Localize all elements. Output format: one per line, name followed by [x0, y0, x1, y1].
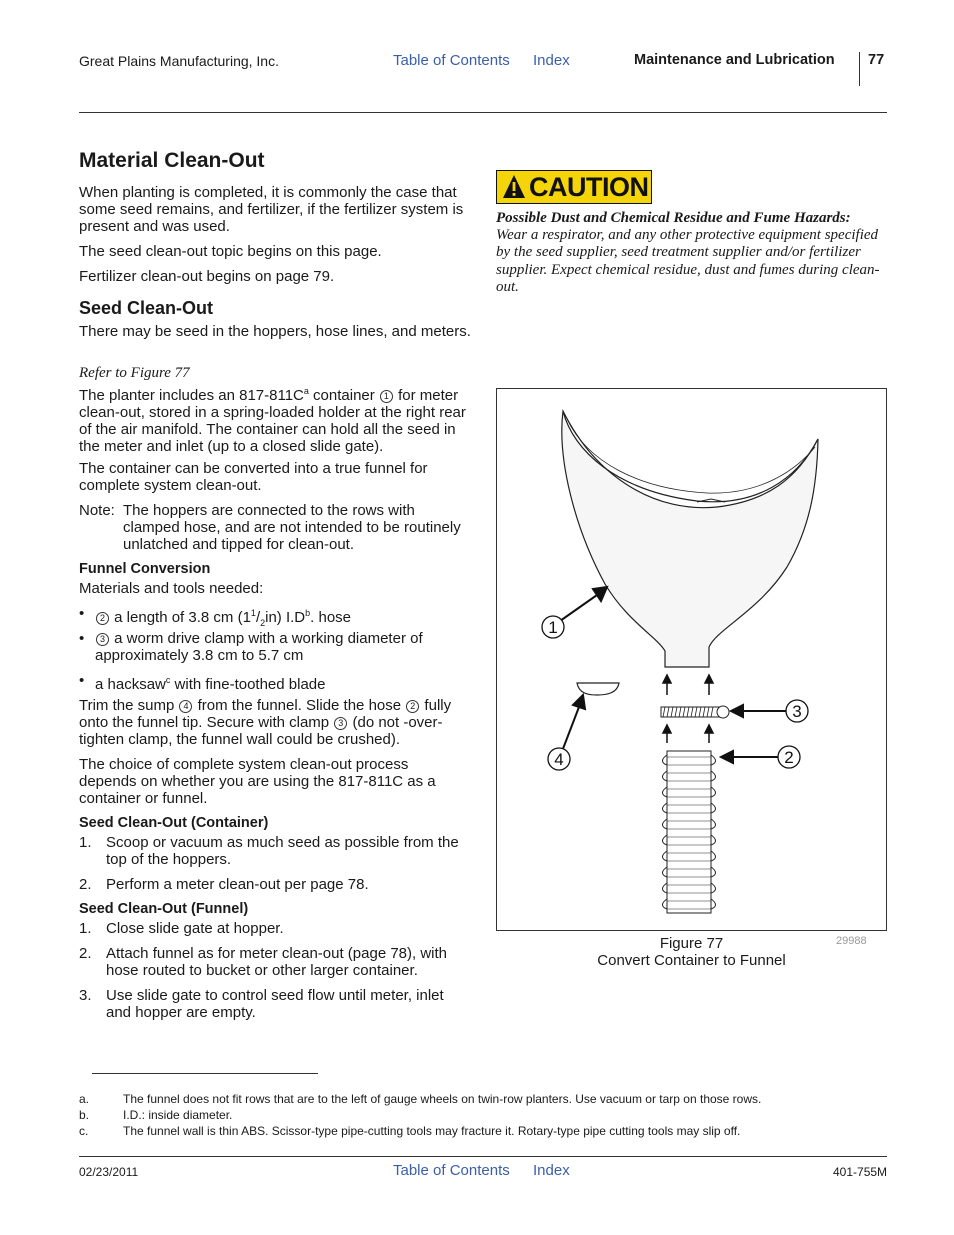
footer-index-link[interactable]: Index — [533, 1162, 570, 1179]
page-number: 77 — [868, 52, 885, 68]
callout-2: 2 — [784, 748, 794, 767]
worm-clamp — [661, 706, 729, 718]
footnote-b: I.D.: inside diameter. — [123, 1108, 233, 1122]
step-number: 3. — [79, 987, 92, 1004]
planter-paragraph: The planter includes an $817-811C^a$ container 1 for meter clean-out, stored in a spring-loaded holder at the right rear of the air manifold. The container can hold all the seed in the meter and inlet (up to a closed slide gate). — [79, 386, 466, 455]
footnote-c-mark: c. — [79, 1124, 89, 1138]
seed-funnel-heading: Seed Clean-Out (Funnel) — [79, 901, 249, 917]
funnel-step-3: Use slide gate to control seed flow until meter, inlet and hopper are empty. — [106, 987, 444, 1021]
step-number: 1. — [79, 920, 92, 937]
footnote-c: The funnel wall is thin ABS. Scissor-type pipe-cutting tools may fracture it. Rotary-type pipe cutting tools may slip off. — [123, 1124, 741, 1138]
footnote-a-mark: a. — [79, 1092, 90, 1106]
footer-date: 02/23/2011 — [79, 1165, 139, 1179]
seed-container-heading: Seed Clean-Out (Container) — [79, 815, 269, 831]
bullet-clamp: 3 a worm drive clamp with a working diameter of approximately 3.8 cm to 5.7 cm — [95, 630, 423, 664]
step-number: 2. — [79, 876, 92, 893]
figure-frame — [496, 388, 887, 931]
company-name: Great Plains Manufacturing, Inc. — [79, 53, 279, 69]
funnel-container — [562, 411, 818, 667]
step-number: 1. — [79, 834, 92, 851]
section-title: Maintenance and Lubrication — [634, 52, 835, 68]
figure-caption: Convert Container to Funnel — [597, 952, 786, 969]
callout-3: 3 — [792, 702, 802, 721]
materials-label: Materials and tools needed: — [79, 580, 264, 597]
footnote-b-mark: b. — [79, 1108, 90, 1122]
caution-label: CAUTION — [529, 172, 649, 202]
trim-paragraph: Trim the sump 4 from the funnel. Slide the hose 2 fully onto the funnel tip. Secure with clamp 3 (do not -over-tighten clamp, the funnel wall could be crushed). — [79, 697, 452, 748]
index-link[interactable]: Index — [533, 52, 570, 69]
footer-doc-number: 401-755M — [833, 1165, 888, 1179]
warning-triangle-icon — [502, 174, 526, 200]
bullet-hose: 2 a length of 3.8 cm $(1^1/_2in)$ $I.D^b$. hose — [95, 605, 471, 632]
container-step-1: Scoop or vacuum as much seed as possible from the top of the hoppers. — [106, 834, 459, 868]
header-divider — [859, 52, 860, 86]
refer-figure-note: Refer to Figure 77 — [79, 365, 190, 381]
step-number: 2. — [79, 945, 92, 962]
toc-link[interactable]: Table of Contents — [393, 52, 510, 69]
seed-cleanout-heading: Seed Clean-Out — [79, 298, 214, 318]
hose — [663, 751, 716, 913]
funnel-step-2: Attach funnel as for meter clean-out (page 78), with hose routed to bucket or other larger container. — [106, 945, 448, 979]
seed-paragraph: There may be seed in the hoppers, hose lines, and meters. — [79, 323, 471, 340]
bullet-dot: • — [79, 605, 85, 622]
bullet-hacksaw: a hacksaw$^c$ with fine-toothed blade — [95, 675, 326, 693]
intro-paragraph: When planting is completed, it is commonly the case that some seed remains, and fertilizer, if the fertilizer system is present and was used. — [79, 184, 464, 235]
note-label: Note: — [79, 502, 115, 519]
container-paragraph: The container can be converted into a true funnel for complete system clean-out. — [79, 460, 428, 494]
fertilizer-topic-paragraph: Fertilizer clean-out begins on page 79. — [79, 268, 335, 285]
callout-4: 4 — [554, 750, 564, 769]
funnel-illustration — [497, 389, 886, 930]
note-text: The hoppers are connected to the rows with clamped hose, and are not intended to be routinely unlatched and tipped for clean-out. — [123, 502, 461, 553]
footnote-rule — [92, 1073, 318, 1074]
footnote-a: The funnel does not fit rows that are to the left of gauge wheels on twin-row planters. Use vacuum or tarp on those rows. — [123, 1092, 762, 1106]
seed-topic-paragraph: The seed clean-out topic begins on this page. — [79, 243, 382, 260]
footer-toc-link[interactable]: Table of Contents — [393, 1162, 510, 1179]
bullet-dot: • — [79, 672, 85, 689]
footer-rule — [79, 1156, 887, 1157]
funnel-conversion-heading: Funnel Conversion — [79, 561, 211, 577]
caution-banner — [496, 170, 652, 204]
callout-1: 1 — [548, 618, 558, 637]
bullet-dot: • — [79, 630, 85, 647]
figure-art-id: 29988 — [836, 935, 867, 947]
page-title: Material Clean-Out — [79, 149, 265, 172]
container-step-2: Perform a meter clean-out per page 78. — [106, 876, 369, 893]
funnel-step-1: Close slide gate at hopper. — [106, 920, 284, 937]
callout-1-ref: 1 — [380, 390, 393, 403]
choice-paragraph: The choice of complete system clean-out process depends on whether you are using the 817-811C as a container or funnel. — [79, 756, 436, 807]
figure-number: Figure 77 — [659, 935, 724, 952]
hazard-title: Possible Dust and Chemical Residue and Fume Hazards: — [496, 210, 851, 226]
hazard-text: Wear a respirator, and any other protective equipment specified by the seed supplier, seed treatment supplier and/or fertilizer supplier. Expect chemical residue, dust and fumes during clean-out. — [496, 227, 880, 295]
header-rule — [79, 112, 887, 113]
sump-piece — [577, 683, 619, 695]
